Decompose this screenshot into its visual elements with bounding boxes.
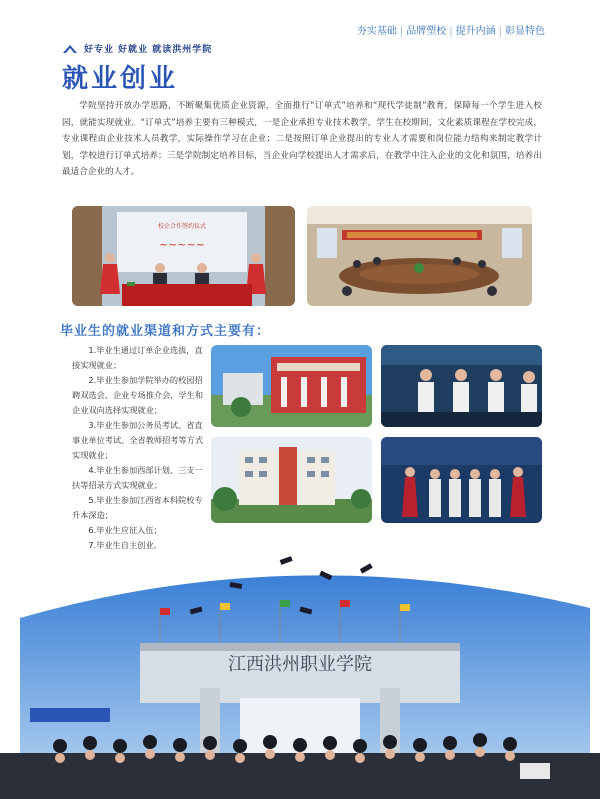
signing-ceremony-photo — [72, 206, 295, 306]
award-ceremony-photo — [381, 437, 542, 523]
nav-item-4: 彰显特色 — [505, 26, 545, 37]
intro-paragraph: 学院坚持开放办学思路，不断聚集优质企业资源，全面推行“订单式”培养和“现代学徒制”教育，保障每一个学生进入校园，就能实现就业。“订单式”培养主要有三种模式，一是企业承担专业技术教学，学生在校期间，文化素质课程在学校完成，专业课程由企业技术人员教学，实际操作学习在企业；二是按照订单企业提出的专业人才需要和岗位能力结构来制定教学计划，学校进行订单式培养；三是学院制定培养目标，当企业向学校提出人才需求后，在教学中注入企业的文化和氛围，培养出最适合企业的人才。 — [62, 101, 542, 177]
school-logo-icon — [62, 43, 78, 55]
graduates-stage-photo — [381, 345, 542, 427]
list-item: 3.毕业生参加公务员考试、省直事业单位考试、全省教师招考等方式实现就业； — [72, 420, 204, 460]
list-item: 5.毕业生参加江西省本科院校专升本深造； — [72, 495, 203, 520]
campus-building-photo — [211, 345, 372, 427]
top-nav — [357, 22, 545, 37]
list-item: 4.毕业生参加西部计划、三支一扶等招录方式实现就业； — [72, 465, 203, 490]
graduation-gate-photo — [0, 548, 600, 799]
channels-list — [72, 343, 204, 553]
gate-name: 江西洪州职业学院 — [228, 654, 372, 675]
logo-slogan: 好专业 好就业 就读洪州学院 — [84, 45, 213, 55]
logo-row — [62, 42, 212, 55]
list-item: 6.毕业生应征入伍； — [88, 525, 162, 535]
nav-item-1: 夯实基础 — [356, 26, 397, 37]
nav-item-2: 品牌塑校 — [406, 26, 447, 37]
list-item: 2.毕业生参加学院举办的校园招聘双选会、企业专场推介会，学生和企业双向选择实现就业； — [72, 375, 204, 415]
list-item: 7.毕业生自主创业。 — [88, 540, 162, 550]
nav-item-3: 提升内涵 — [455, 26, 496, 37]
signing-banner-text: 校企合作签约仪式 — [157, 223, 207, 230]
list-item: 1.毕业生通过订单企业选拔，直接实现就业； — [72, 345, 203, 370]
nav-separator: | — [399, 26, 404, 37]
nav-separator: | — [449, 26, 453, 37]
channels-title: 毕业生的就业渠道和方式主要有： — [60, 324, 271, 339]
dormitory-photo — [211, 437, 372, 523]
svg-text:~~~~~: ~~~~~ — [158, 238, 206, 251]
page-title: 就业创业 — [62, 64, 179, 94]
meeting-room-photo — [307, 206, 532, 306]
nav-separator: | — [498, 26, 502, 37]
